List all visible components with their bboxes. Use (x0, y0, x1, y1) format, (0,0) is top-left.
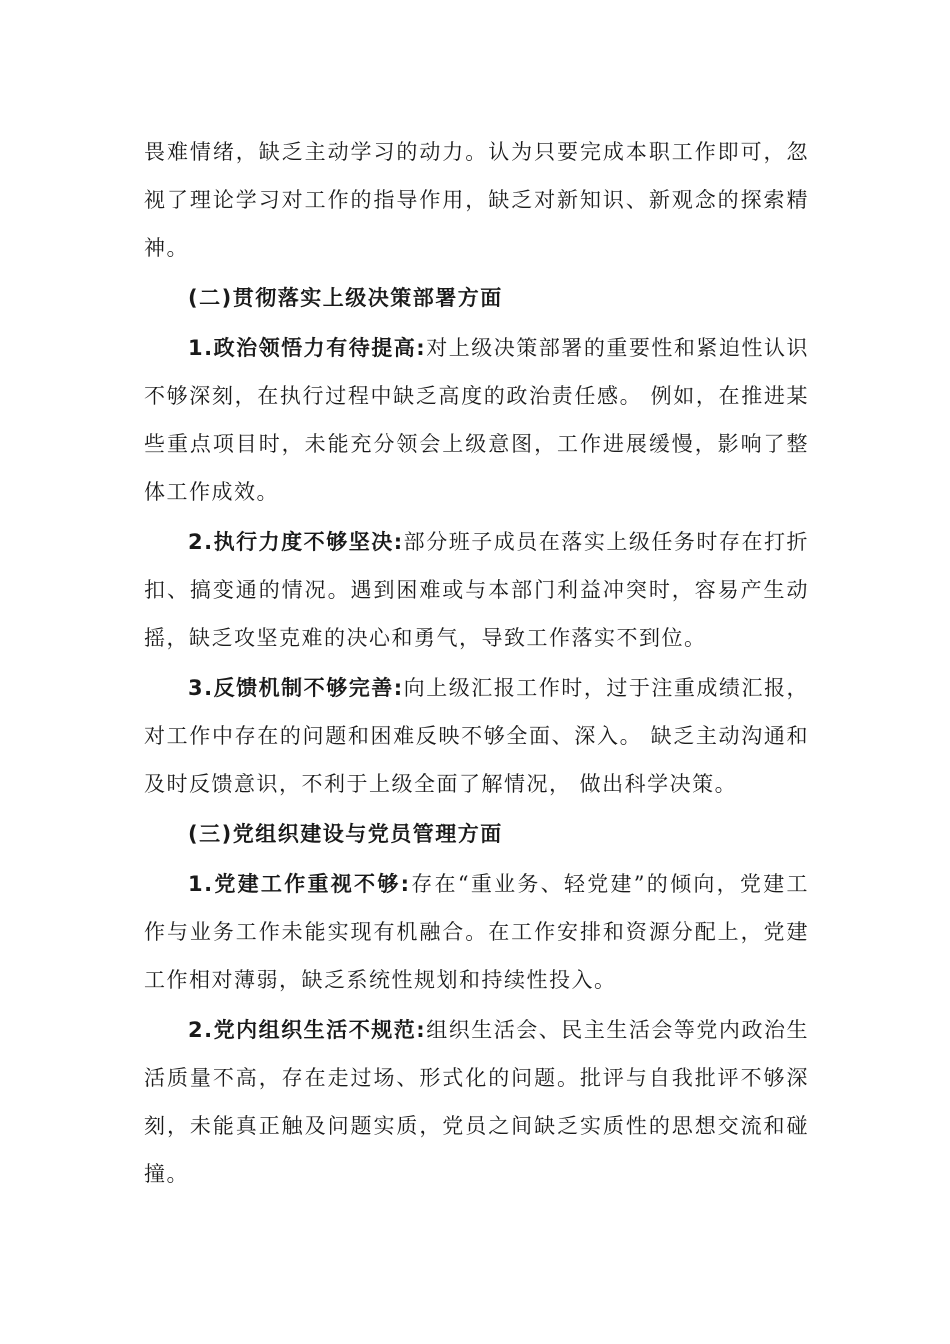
paragraph-text: 部分班子成员在落实上级任务时存在打折扣、搞变通的情况。遇到困难或与本部门利益冲突时，容易产生动摇，缺乏攻坚克难的决心和勇气，导致工作落实不到位。 (144, 530, 809, 650)
paragraph-item (144, 518, 809, 662)
paragraph-text: 存在“重业务、轻党建”的倾向，党建工作与业务工作未能实现有机融合。在工作安排和资源分配上，党建工作相对薄弱，缺乏系统性规划和持续性投入。 (144, 872, 809, 992)
section-heading-3 (144, 810, 809, 858)
section-heading-text: (二)贯彻落实上级决策部署方面 (188, 286, 503, 310)
paragraph-lead: 2.执行力度不够坚决: (188, 530, 404, 554)
paragraph-lead: 1.政治领悟力有待提高: (188, 336, 427, 360)
section-heading-2 (144, 274, 809, 322)
paragraph-text: 向上级汇报工作时，过于注重成绩汇报，对工作中存在的问题和困难反映不够全面、深入。 缺乏主动沟通和及时反馈意识，不利于上级全面了解情况， 做出科学决策。 (144, 676, 809, 796)
document-body (144, 128, 809, 1200)
paragraph-text: 对上级决策部署的重要性和紧迫性认识不够深刻，在执行过程中缺乏高度的政治责任感。 例如，在推进某些重点项目时，未能充分领会上级意图，工作进展缓慢，影响了整体工作成效。 (144, 336, 809, 504)
paragraph-lead: 2.党内组织生活不规范: (188, 1018, 427, 1042)
paragraph-item (144, 860, 809, 1004)
paragraph-lead: 3.反馈机制不够完善: (188, 676, 404, 700)
paragraph-text: 畏难情绪，缺乏主动学习的动力。认为只要完成本职工作即可，忽视了理论学习对工作的指导作用，缺乏对新知识、新观念的探索精神。 (144, 140, 809, 260)
paragraph-text: 组织生活会、民主生活会等党内政治生活质量不高，存在走过场、形式化的问题。批评与自我批评不够深刻，未能真正触及问题实质，党员之间缺乏实质性的思想交流和碰撞。 (144, 1018, 809, 1186)
paragraph-item (144, 1006, 809, 1198)
paragraph-item (144, 324, 809, 516)
paragraph-lead: 1.党建工作重视不够: (188, 872, 411, 896)
section-heading-text: (三)党组织建设与党员管理方面 (188, 822, 503, 846)
paragraph-item (144, 664, 809, 808)
paragraph-continuation (144, 128, 809, 272)
